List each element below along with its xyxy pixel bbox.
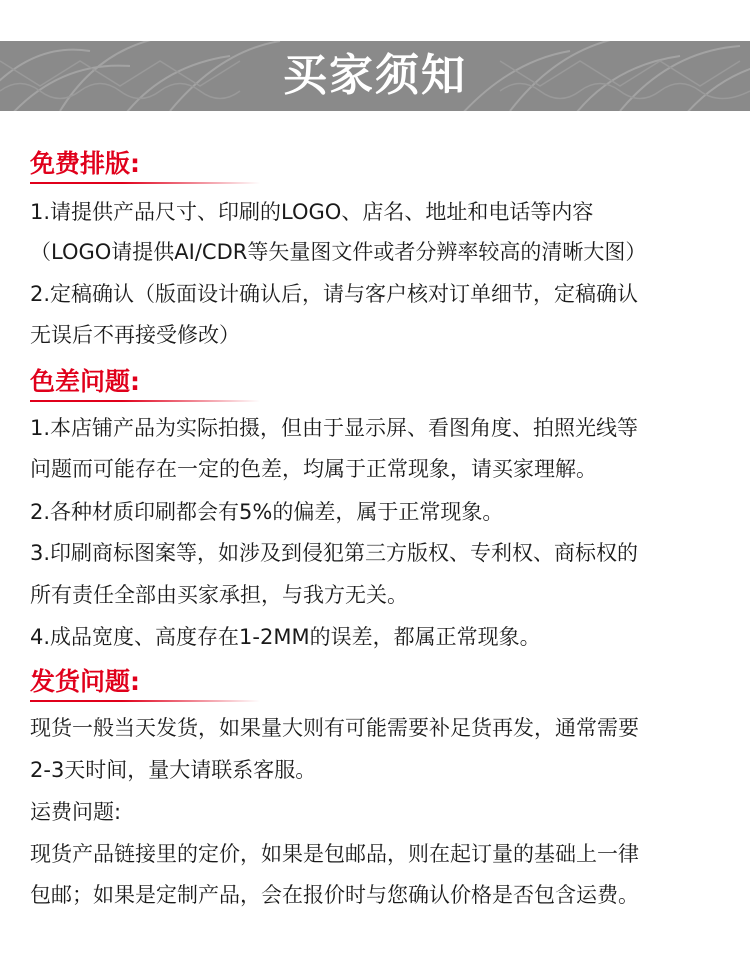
section-heading-shipping: 发货问题: [30, 667, 140, 696]
text-line: 3.印刷商标图案等，如涉及到侵犯第三方版权、专利权、商标权的 [30, 541, 639, 565]
text-line: 现货一般当天发货，如果量大则有可能需要补足货再发，通常需要 [30, 716, 639, 740]
text-line: 运费问题: [30, 800, 122, 824]
text-line: 2-3天时间，量大请联系客服。 [30, 758, 317, 782]
text-line: 1.请提供产品尺寸、印刷的LOGO、店名、地址和电话等内容 [30, 200, 594, 224]
text-line: 2.各种材质印刷都会有5%的偏差，属于正常现象。 [30, 500, 504, 524]
section-heading-color-difference: 色差问题: [30, 367, 140, 396]
heading-underline [30, 182, 260, 184]
text-line: 现货产品链接里的定价，如果是包邮品，则在起订量的基础上一律 [30, 842, 639, 866]
heading-underline [30, 700, 260, 702]
text-line: 4.成品宽度、高度存在1-2MM的误差，都属正常现象。 [30, 625, 541, 649]
banner-title: 买家须知 [283, 50, 467, 101]
heading-underline [30, 400, 260, 402]
title-banner [0, 41, 750, 111]
section-heading-free-layout: 免费排版: [30, 149, 140, 178]
text-line: 2.定稿确认（版面设计确认后，请与客户核对订单细节，定稿确认 [30, 282, 639, 306]
text-line: 1.本店铺产品为实际拍摄，但由于显示屏、看图角度、拍照光线等 [30, 416, 639, 440]
text-line: 包邮；如果是定制产品，会在报价时与您确认价格是否包含运费。 [30, 883, 639, 907]
text-line: （LOGO请提供AI/CDR等矢量图文件或者分辨率较高的清晰大图） [30, 240, 647, 264]
text-line: 无误后不再接受修改） [30, 323, 240, 347]
text-line: 所有责任全部由买家承担，与我方无关。 [30, 583, 408, 607]
text-line: 问题而可能存在一定的色差，均属于正常现象，请买家理解。 [30, 457, 597, 481]
